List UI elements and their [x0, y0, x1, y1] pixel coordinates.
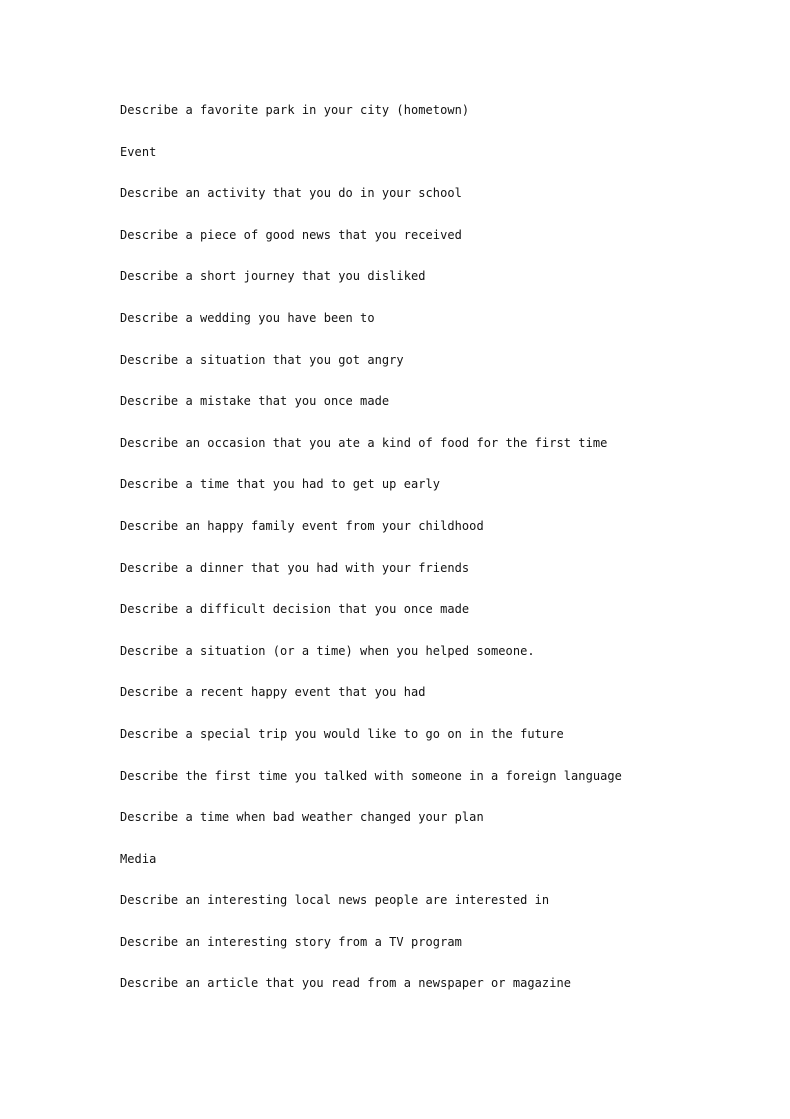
topic-line: Describe a situation (or a time) when you helped someone. — [120, 643, 535, 658]
topic-line: Describe a favorite park in your city (hometown) — [120, 103, 470, 117]
topic-line: Describe a difficult decision that you once made — [120, 602, 470, 617]
topic-line: Describe an interesting local news people are interested in — [120, 893, 550, 908]
document-text-block — [120, 100, 760, 1015]
topic-line: Describe a time when bad weather changed your plan — [120, 810, 484, 825]
topic-line: Describe a piece of good news that you received — [120, 227, 462, 242]
topic-line: Describe an occasion that you ate a kind of food for the first time — [120, 435, 608, 450]
topic-line: Describe an article that you read from a newspaper or magazine — [120, 976, 572, 991]
topic-line: Describe a situation that you got angry — [120, 352, 404, 367]
topic-line: Describe a time that you had to get up early — [120, 477, 441, 492]
topic-line: Describe a special trip you would like to go on in the future — [120, 726, 564, 741]
topic-line: Describe a wedding you have been to — [120, 310, 375, 325]
topic-line: Describe a mistake that you once made — [120, 394, 390, 409]
topic-line: Describe an happy family event from your childhood — [120, 518, 484, 533]
topic-line: Describe an interesting story from a TV program — [120, 934, 462, 949]
section-heading-media: Media — [120, 851, 157, 866]
topic-line: Describe a short journey that you disliked — [120, 269, 426, 284]
topic-line: Describe an activity that you do in your school — [120, 186, 462, 201]
topic-line: Describe a recent happy event that you had — [120, 685, 426, 700]
section-heading-event: Event — [120, 144, 157, 159]
topic-line: Describe a dinner that you had with your friends — [120, 560, 470, 575]
topic-line: Describe the first time you talked with someone in a foreign language — [120, 768, 622, 783]
